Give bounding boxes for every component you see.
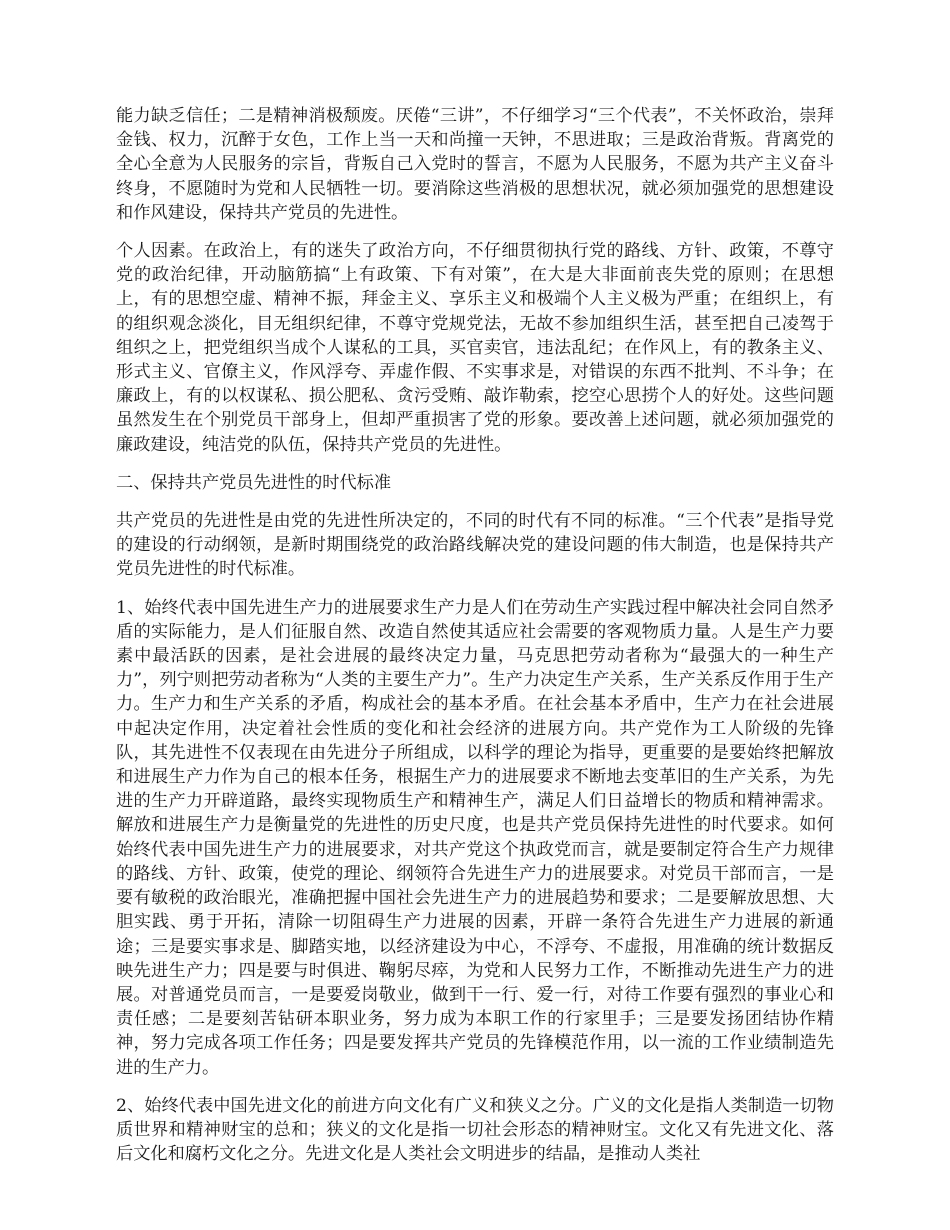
- paragraph-4: 1、始终代表中国先进生产力的进展要求生产力是人们在劳动生产实践过程中解决社会同自然矛盾的实际能力，是人们征服自然、改造自然使其适应社会需要的客观物质力量。人是生产力要素中最活跃的因素，是社会进展的最终决定力量，马克思把劳动者称为“最强大的一种生产力”，列宁则把劳动者称为“人类的主要生产力”。生产力决定生产关系，生产关系反作用于生产力。生产力和生产关系的矛盾，构成社会的基本矛盾。在社会基本矛盾中，生产力在社会进展中起决定作用，决定着社会性质的变化和社会经济的进展方向。共产党作为工人阶级的先锋队，其先进性不仅表现在由先进分子所组成，以科学的理论为指导，更重要的是要始终把解放和进展生产力作为自己的根本任务，根据生产力的进展要求不断地去变革旧的生产关系，为先进的生产力开辟道路，最终实现物质生产和精神生产，满足人们日益增长的物质和精神需求。解放和进展生产力是衡量党的先进性的历史尺度，也是共产党员保持先进性的时代要求。如何始终代表中国先进生产力的进展要求，对共产党这个执政党而言，就是要制定符合生产力规律的路线、方针、政策，使党的理论、纲领符合先进生产力的进展要求。对党员干部而言，一是要有敏税的政治眼光，准确把握中国社会先进生产力的进展趋势和要求；二是要解放思想、大胆实践、勇于开拓，清除一切阻碍生产力进展的因素，开辟一条符合先进生产力进展的新通途；三是要实事求是、脚踏实地，以经济建设为中心，不浮夸、不虚报，用准确的统计数据反映先进生产力；四是要与时俱进、鞠躬尽瘁，为党和人民努力工作，不断推动先进生产力的进展。对普通党员而言，一是要爱岗敬业，做到干一行、爱一行，对待工作要有强烈的事业心和责任感；二是要刻苦钻研本职业务，努力成为本职工作的行家里手；三是要发扬团结协作精神，努力完成各项工作任务；四是要发挥共产党员的先锋模范作用，以一流的工作业绩制造先进的生产力。: [116, 597, 834, 1078]
- paragraph-1: 能力缺乏信任；二是精神消极颓废。厌倦“三讲”，不仔细学习“三个代表”，不关怀政治，崇拜金钱、权力，沉醉于女色，工作上当一天和尚撞一天钟，不思进取；三是政治背叛。背离党的全心全意为人民服务的宗旨，背叛自己入党时的誓言，不愿为人民服务，不愿为共产主义奋斗终身，不愿随时为党和人民牺牲一切。要消除这些消极的思想状况，就必须加强党的思想建设和作风建设，保持共产党员的先进性。: [116, 106, 834, 223]
- paragraph-3: 共产党员的先进性是由党的先进性所决定的，不同的时代有不同的标准。“三个代表”是指导党的建设的行动纲领，是新时期围绕党的政治路线解决党的建设问题的伟大制造，也是保持共产党员先进性的时代标准。: [116, 511, 834, 580]
- paragraph-5: 2、始终代表中国先进文化的前进方向文化有广义和狭义之分。广义的文化是指人类制造一切物质世界和精神财宝的总和；狭义的文化是指一切社会形态的精神财宝。文化又有先进文化、落后文化和腐朽文化之分。先进文化是人类社会文明进步的结晶，是推动人类社: [116, 1095, 834, 1165]
- section-heading: 二、保持共产党员先进性的时代标准: [116, 472, 392, 493]
- paragraph-2: 个人因素。在政治上，有的迷失了政治方向，不仔细贯彻执行党的路线、方针、政策，不尊守党的政治纪律，开动脑筋搞“上有政策、下有对策”，在大是大非面前丧失党的原则；在思想上，有的思想空虚、精神不振，拜金主义、享乐主义和极端个人主义极为严重；在组织上，有的组织观念淡化，目无组织纪律，不尊守党规党法，无故不参加组织生活，甚至把自己凌驾于组织之上，把党组织当成个人谋私的工具，买官卖官，违法乱纪；在作风上，有的教条主义、形式主义、官僚主义，作风浮夸、弄虚作假、不实事求是，对错误的东西不批判、不斗争；在廉政上，有的以权谋私、损公肥私、贪污受贿、敲诈勒索，挖空心思捞个人的好处。这些问题虽然发生在个别党员干部身上，但却严重损害了党的形象。要改善上述问题，就必须加强党的廉政建设，纯洁党的队伍，保持共产党员的先进性。: [116, 241, 834, 455]
